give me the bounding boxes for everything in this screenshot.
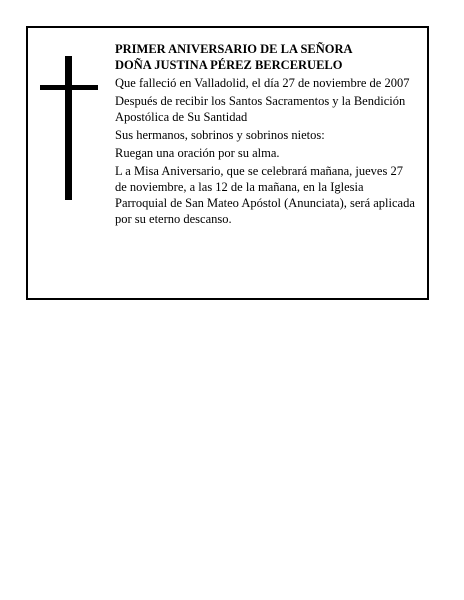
cross-vertical-bar bbox=[65, 56, 72, 200]
notice-text bbox=[115, 41, 415, 229]
mass-details-paragraph: L a Misa Aniversario, que se celebrará mañana, jueves 27 de noviembre, a las 12 de la mañana, en la Iglesia Parroquial de San Mateo Apóstol (Anunciata), será aplicada por su eterno descanso. bbox=[115, 164, 415, 226]
notice-title-line-1: PRIMER ANIVERSARIO DE LA SEÑORA bbox=[115, 42, 353, 56]
death-date-paragraph: Que falleció en Valladolid, el día 27 de noviembre de 2007 bbox=[115, 76, 410, 90]
cross-horizontal-bar bbox=[40, 85, 98, 90]
notice-title-line-2: DOÑA JUSTINA PÉREZ BERCERUELO bbox=[115, 58, 343, 72]
obituary-notice bbox=[26, 26, 429, 300]
family-paragraph: Sus hermanos, sobrinos y sobrinos nietos: bbox=[115, 128, 325, 142]
prayer-request-paragraph: Ruegan una oración por su alma. bbox=[115, 146, 280, 160]
latin-cross-icon bbox=[40, 56, 98, 200]
sacraments-paragraph: Después de recibir los Santos Sacramentos y la Bendición Apostólica de Su Santidad bbox=[115, 94, 406, 124]
